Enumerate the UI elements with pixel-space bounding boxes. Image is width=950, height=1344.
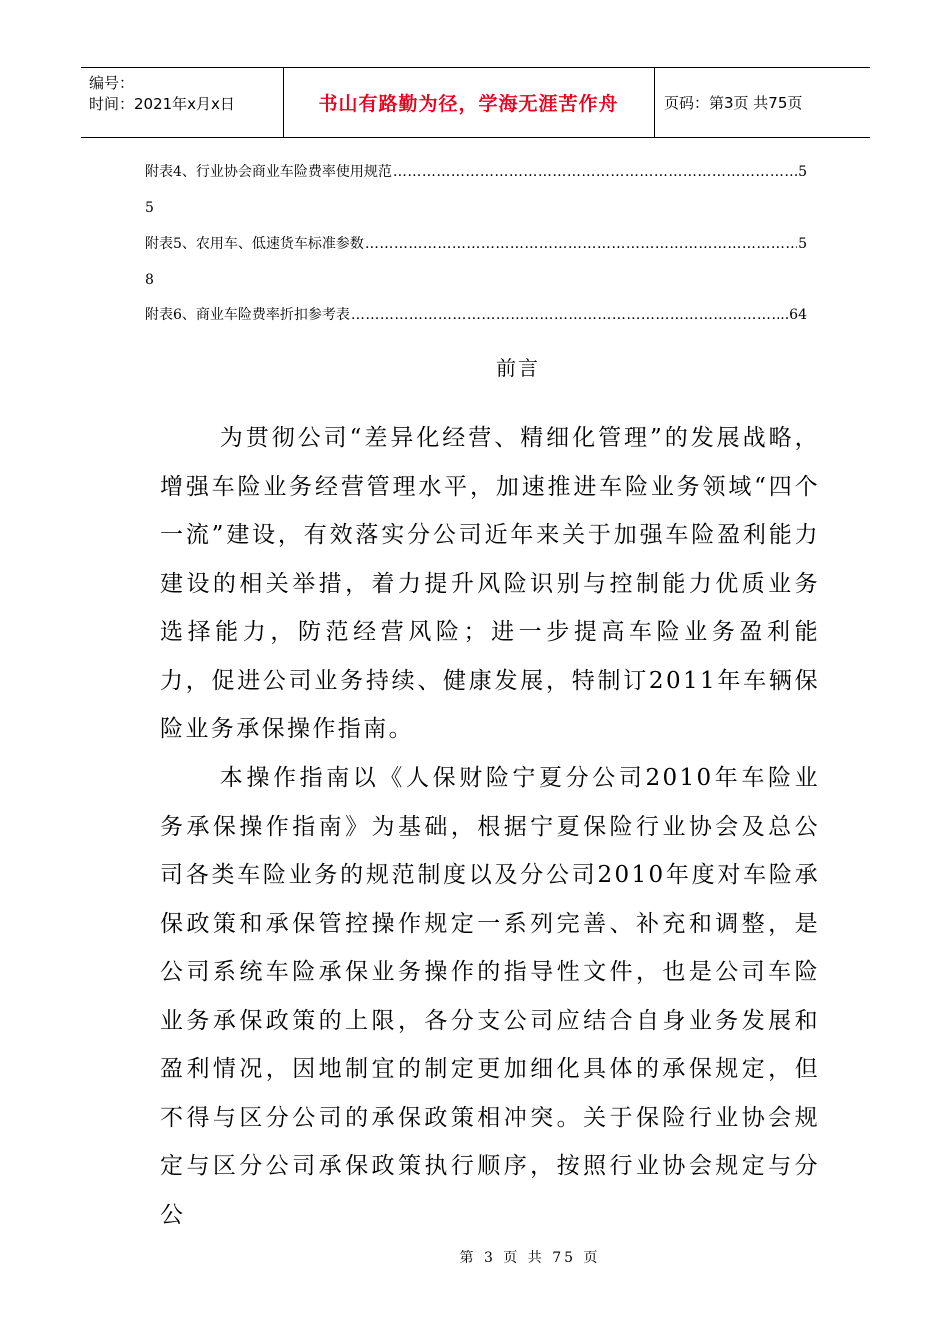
header-page-info: 页码：第3页 共75页 — [664, 94, 803, 112]
toc-entry-label: 附表4、行业协会商业车险费率使用规范 — [145, 164, 392, 180]
page-footer: 第 3 页 共 75 页 — [459, 1250, 601, 1266]
toc-entry-page: 5 — [798, 236, 807, 252]
body-paragraph: 本操作指南以《人保财险宁夏分公司2010年车险业务承保操作指南》为基础，根据宁夏保险行业协会及总公司各类车险业务的规范制度以及分公司2010年度对车险承保政策和承保管控操作规定一系列完善、补充和调整，是公司系统车险承保业务操作的指导性文件，也是公司车险业务承保政策的上限，各分支公司应结合自身业务发展和盈利情况，因地制宜的制定更加细化具体的承保规定，但不得与区分公司的承保政策相冲突。关于保险行业协会规定与区分公司承保政策执行顺序，按照行业协会规定与分公 — [160, 765, 820, 1228]
page-header — [81, 67, 870, 138]
body-paragraph: 为贯彻公司“差异化经营、精细化管理”的发展战略，增强车险业务经营管理水平，加速推进车险业务领域“四个一流”建设，有效落实分公司近年来关于加强车险盈利能力建设的相关举措，着力提升风险识别与控制能力优质业务选择能力，防范经营风险；进一步提高车险业务盈利能力，促进公司业务持续、健康发展，特制订2011年车辆保险业务承保操作指南。 — [160, 425, 820, 742]
toc-leader-dots — [365, 234, 797, 254]
header-motto-cell — [283, 68, 655, 137]
header-meta-cell — [81, 68, 284, 137]
toc-entry-label: 附表5、农用车、低速货车标准参数 — [145, 236, 364, 252]
toc-entry-label: 附表6、商业车险费率折扣参考表 — [145, 307, 350, 323]
toc-entry-page: ..64 — [780, 307, 807, 323]
toc-entry-page: 5 — [798, 164, 807, 180]
toc-leader-dots — [393, 162, 797, 182]
toc-entry[interactable] — [145, 162, 807, 182]
toc-entry-page-continued: 5 — [145, 200, 154, 216]
toc-entry-page-continued: 8 — [145, 272, 154, 288]
section-title: 前言 — [496, 356, 540, 380]
document-number-label: 编号： — [89, 74, 135, 92]
header-motto: 书山有路勤为径，学海无涯苦作舟 — [318, 93, 619, 115]
document-time-label: 时间：2021年x月x日 — [89, 95, 235, 113]
toc-leader-dots — [351, 305, 779, 325]
toc-entry[interactable] — [145, 305, 807, 325]
toc-entry[interactable] — [145, 234, 807, 254]
